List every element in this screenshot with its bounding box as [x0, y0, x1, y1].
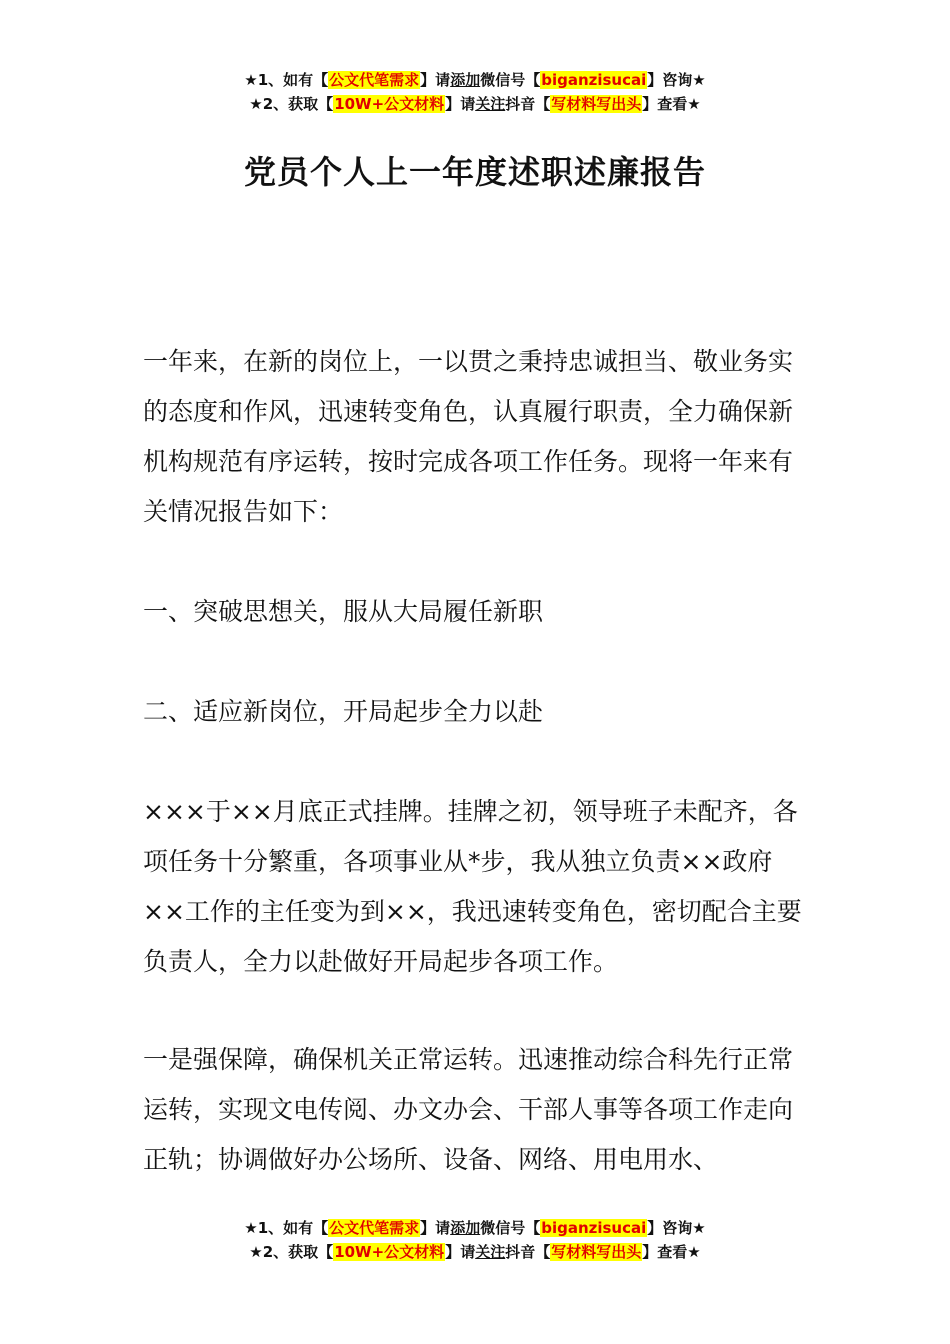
highlight-wechat-id: biganzisucai: [541, 71, 647, 89]
highlight-wechat-id: biganzisucai: [541, 1219, 647, 1237]
promo-banner-bottom: [0, 1216, 950, 1264]
promo-line-1: ★1、如有【公文代笔需求】请添加微信号【biganzisucai】咨询★: [244, 1219, 706, 1237]
highlight-service: 公文代笔需求: [329, 1219, 420, 1237]
document-title: 党员个人上一年度述职述廉报告: [243, 153, 706, 191]
paragraph-body-1: ×××于××月底正式挂牌。挂牌之初，领导班子未配齐，各项任务十分繁重，各项事业从*步，我从独立负责××政府××工作的主任变为到××，我迅速转变角色，密切配合主要负责人，全力以赴做好开局起步各项工作。: [143, 797, 802, 976]
highlight-materials: 10W+公文材料: [334, 95, 445, 113]
promo-line-2: ★2、获取【10W+公文材料】请关注抖音【写材料写出头】查看★: [249, 1243, 701, 1261]
highlight-materials: 10W+公文材料: [334, 1243, 445, 1261]
paragraph-intro: 一年来，在新的岗位上，一以贯之秉持忠诚担当、敬业务实的态度和作风，迅速转变角色，认真履行职责，全力确保新机构规范有序运转，按时完成各项工作任务。现将一年来有关情况报告如下：: [143, 347, 794, 526]
promo-banner-top: [0, 68, 950, 116]
promo-line-1: ★1、如有【公文代笔需求】请添加微信号【biganzisucai】咨询★: [244, 71, 706, 89]
highlight-douyin-account: 写材料写出头: [551, 95, 642, 113]
paragraph-body-2: 一是强保障，确保机关正常运转。迅速推动综合科先行正常运转，实现文电传阅、办文办会、干部人事等各项工作走向正轨；协调做好办公场所、设备、网络、用电用水、: [143, 1045, 794, 1174]
highlight-service: 公文代笔需求: [329, 71, 420, 89]
section-heading-1: 一、突破思想关，服从大局履任新职: [143, 597, 544, 626]
highlight-douyin-account: 写材料写出头: [551, 1243, 642, 1261]
promo-line-2: ★2、获取【10W+公文材料】请关注抖音【写材料写出头】查看★: [249, 95, 701, 113]
section-heading-2: 二、适应新岗位，开局起步全力以赴: [143, 697, 544, 726]
